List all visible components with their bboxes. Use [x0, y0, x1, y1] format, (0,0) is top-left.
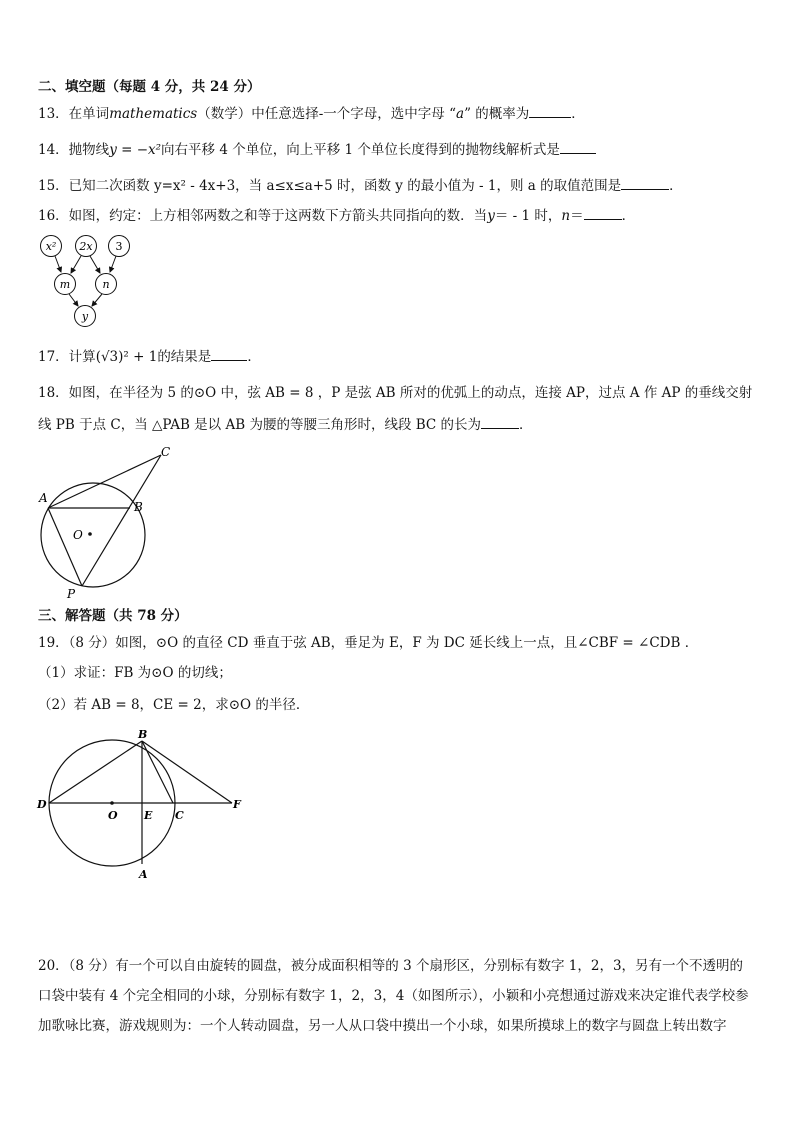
q16-var-n: n	[561, 208, 571, 224]
label-d: D	[37, 798, 47, 811]
q15-text-a: 15．已知二次函数 y=x² - 4x+3，当 a≤x≤a+5 时，函数 y 的最小值为 - 1，则 a 的取值范围是	[38, 178, 622, 194]
question-17	[38, 346, 261, 367]
node-label: x²	[45, 240, 57, 253]
arrow	[92, 294, 102, 306]
q13-letter: a	[456, 106, 465, 122]
label-o: O	[108, 809, 118, 822]
segment-pc	[82, 455, 161, 586]
q13-text-a: 13．在单词	[38, 106, 110, 122]
label-b: B	[138, 728, 148, 741]
q19-circle-figure	[32, 726, 252, 884]
node-label: y	[81, 310, 89, 323]
center-point	[110, 801, 114, 805]
question-19-part-1: （1）求证：FB 为⊙O 的切线；	[38, 665, 232, 681]
question-19-part-2: （2）若 AB = 8，CE = 2，求⊙O 的半径．	[38, 697, 310, 713]
section-2-heading: 二、填空题（每题 4 分，共 24 分）	[38, 79, 261, 95]
node-label: 3	[115, 240, 123, 253]
label-o: O	[73, 528, 83, 542]
q16-end: ．	[621, 208, 636, 224]
q17-end: ．	[247, 349, 261, 365]
question-14	[38, 139, 596, 160]
q17-text-a: 17．计算	[38, 349, 96, 365]
label-p: P	[67, 587, 76, 600]
question-20-line-3: 加歌咏比赛，游戏规则为：一个人转动圆盘，另一人从口袋中摸出一个小球，如果所摸球上的数字与圆盘上转出数字	[38, 1018, 727, 1034]
answer-blank[interactable]	[529, 103, 571, 118]
q14-text-b: 向右平移 4 个单位，向上平移 1 个单位长度得到的抛物线解析式是	[161, 142, 560, 158]
segment-ac	[48, 455, 161, 508]
section-3-heading: 三、解答题（共 78 分）	[38, 608, 188, 624]
q18-text: 线 PB 于点 C，当 △PAB 是以 AB 为腰的等腰三角形时，线段 BC 的长为	[38, 417, 482, 433]
circle-o	[41, 483, 145, 587]
question-19: 19．（8 分）如图，⊙O 的直径 CD 垂直于弦 AB，垂足为 E，F 为 DC 延长线上一点，且∠CBF = ∠CDB ．	[38, 635, 699, 651]
label-b: B	[134, 500, 143, 514]
q16-text-a: 16．如图，约定：上方相邻两数之和等于这两数下方箭头共同指向的数．当	[38, 208, 488, 224]
arrow	[110, 256, 116, 272]
q17-expression: (√3)² + 1	[95, 349, 158, 365]
q13-word: mathematics	[109, 106, 198, 122]
question-18-line-1: 18．如图，在半径为 5 的⊙O 中，弦 AB = 8 ，P 是弦 AB 所对的优弧上的动点，连接 AP，过点 A 作 AP 的垂线交射	[38, 385, 753, 401]
node-label: 2x	[79, 240, 93, 253]
q15-end: ．	[669, 178, 683, 194]
q16-text-b: ＝ - 1 时，	[494, 208, 562, 224]
q13-text-c: ” 的概率为	[464, 106, 530, 122]
label-c: C	[175, 809, 184, 822]
answer-blank[interactable]	[621, 175, 669, 190]
q14-text-a: 14．抛物线	[38, 142, 110, 158]
segment-bf	[142, 741, 232, 803]
q13-text-b: （数学）中任意选择-一个字母，选中字母 “	[197, 106, 456, 122]
q16-var-y: y	[487, 208, 495, 224]
center-point	[88, 532, 92, 536]
answer-blank[interactable]	[584, 205, 622, 220]
segment-bc	[142, 741, 173, 803]
question-16	[38, 205, 635, 226]
question-20-line-1: 20．（8 分）有一个可以自由旋转的圆盘，被分成面积相等的 3 个扇形区，分别标有数字 1，2，3，另有一个不透明的	[38, 958, 744, 974]
arrow	[90, 256, 100, 273]
q18-end: ．	[519, 417, 533, 433]
label-a: A	[139, 868, 148, 881]
q14-formula: y = −x²	[109, 142, 162, 158]
label-f: F	[233, 798, 241, 811]
question-15	[38, 175, 683, 196]
q16-number-tree-figure	[36, 232, 136, 332]
arrow	[71, 256, 81, 273]
label-e: E	[144, 809, 153, 822]
question-18-line-2	[38, 414, 533, 435]
node-label: m	[59, 278, 71, 291]
segment-db	[49, 741, 142, 803]
answer-blank[interactable]	[211, 346, 247, 361]
answer-blank[interactable]	[481, 414, 519, 429]
arrow	[69, 294, 78, 306]
q16-text-c: ＝	[570, 208, 584, 224]
question-20-line-2: 口袋中装有 4 个完全相同的小球，分别标有数字 1，2，3，4（如图所示），小颖和小亮想通过游戏来决定谁代表学校参	[38, 988, 749, 1004]
node-label: n	[102, 278, 110, 291]
arrow	[55, 256, 61, 272]
answer-blank[interactable]	[560, 139, 596, 154]
label-c: C	[161, 445, 171, 459]
q13-end: ．	[571, 106, 585, 122]
q18-circle-figure	[30, 442, 190, 600]
label-a: A	[39, 491, 48, 505]
q17-text-b: 的结果是	[157, 349, 212, 365]
question-13	[38, 103, 585, 124]
segment-ap	[48, 508, 82, 586]
